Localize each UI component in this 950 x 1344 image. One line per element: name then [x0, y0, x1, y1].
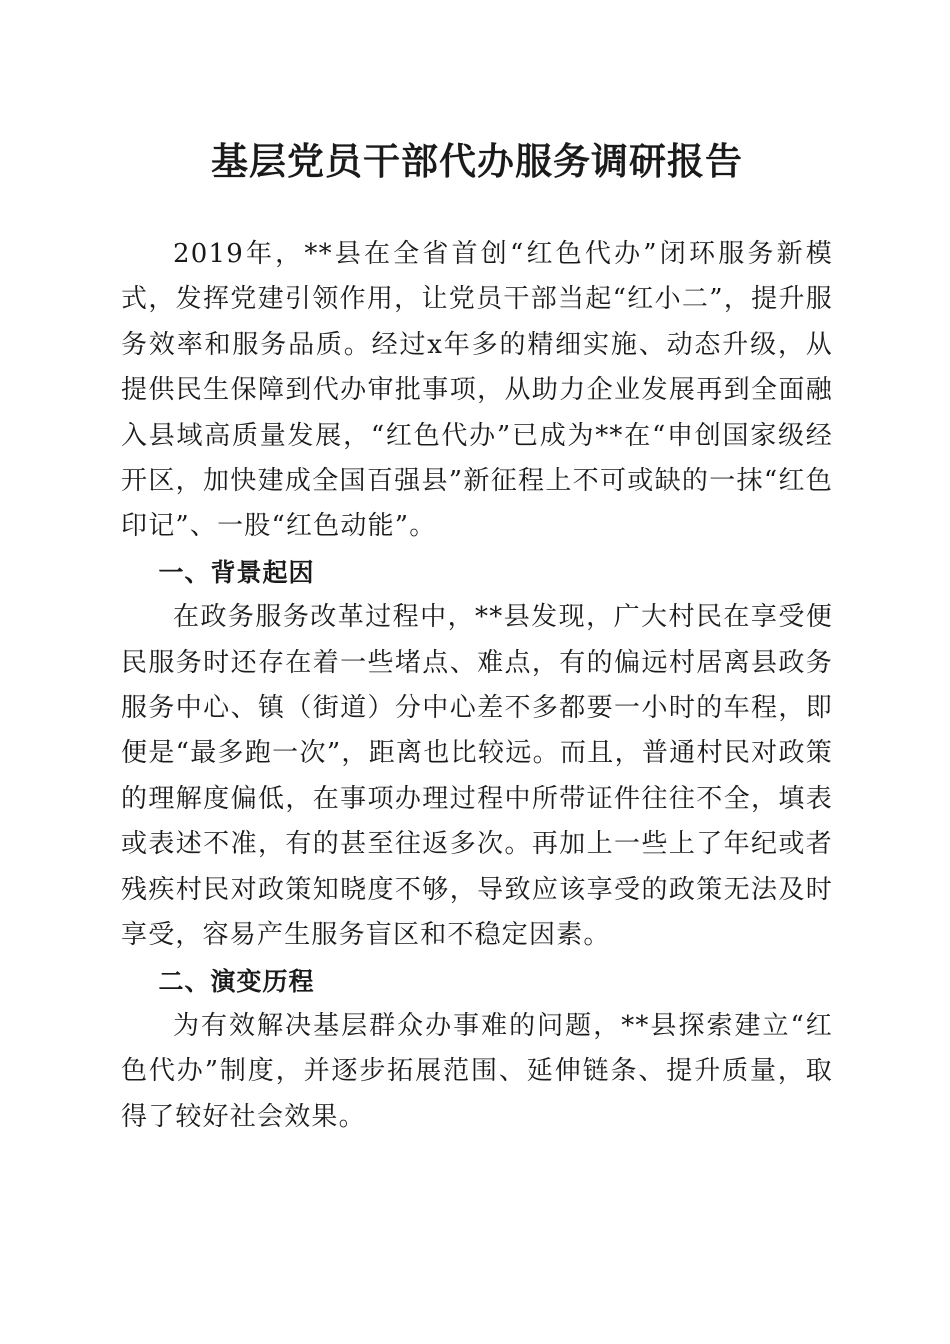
section-heading-evolution: 二、演变历程 [158, 966, 315, 996]
section-heading-background: 一、背景起因 [158, 557, 315, 587]
document-title: 基层党员干部代办服务调研报告 [211, 139, 743, 183]
paragraph-intro: 2019年，**县在全省首创“红色代办”闭环服务新模式，发挥党建引领作用，让党员干部当起“红小二”，提升服务效率和服务品质。经过x年多的精细实施、动态升级，从提供民生保障到代办审批事项，从助力企业发展再到全面融入县域高质量发展，“红色代办”已成为**在“申创国家级经开区，加快建成全国百强县”新征程上不可或缺的一抹“红色印记”、一股“红色动能”。 [121, 239, 833, 542]
paragraph-background: 在政务服务改革过程中，**县发现，广大村民在享受便民服务时还存在着一些堵点、难点，有的偏远村居离县政务服务中心、镇（街道）分中心差不多都要一小时的车程，即便是“最多跑一次”，距离也比较远。而且，普通村民对政策的理解度偏低，在事项办理过程中所带证件往往不全，填表或表述不准，有的甚至往返多次。再加上一些上了年纪或者残疾村民对政策知晓度不够，导致应该享受的政策无法及时享受，容易产生服务盲区和不稳定因素。 [121, 602, 833, 951]
document-body [121, 232, 833, 1140]
paragraph-evolution: 为有效解决基层群众办事难的问题，**县探索建立“红色代办”制度，并逐步拓展范围、延伸链条、提升质量，取得了较好社会效果。 [121, 1010, 833, 1132]
